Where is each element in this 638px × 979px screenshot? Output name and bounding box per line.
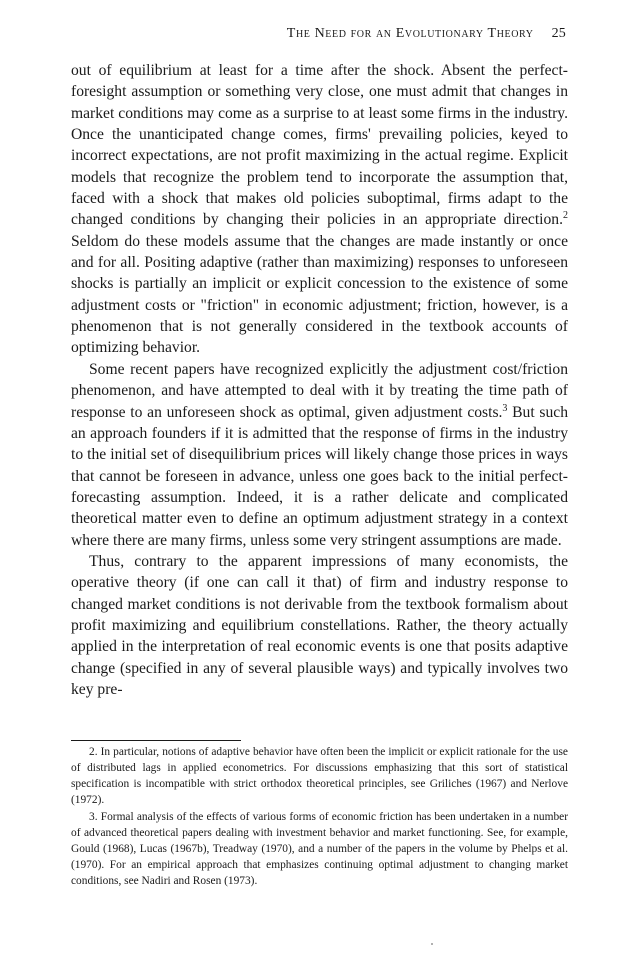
paragraph-2 [71, 359, 568, 551]
running-header [0, 26, 566, 42]
footnote-ref-3[interactable]: 3 [502, 402, 508, 414]
footnote-divider [71, 740, 241, 741]
paragraph-1 [71, 60, 568, 359]
paragraph-2-text-a: Some recent papers have recognized explicitly the adjustment cost/friction phenomenon, and have attempted to deal with it by treating the time path of response to an unforeseen shock as optimal, given adjustment costs. [71, 360, 568, 421]
paragraph-3: Thus, contrary to the apparent impressions of many economists, the operative theory (if one can call it that) of firm and industry response to changed market conditions is not derivable from the textbook formalism about profit maximizing and equilibrium constellations. Rather, the theory actually applied in the interpretation of real economic events is one that posits adaptive change (specified in any of several plausible ways) and typically involves two key pre- [71, 552, 568, 698]
footnote-3: 3. Formal analysis of the effects of various forms of economic friction has been undertaken in a number of advanced theoretical papers dealing with investment behavior and market functioning. See, for example, Gould (1968), Lucas (1967b), Treadway (1970), and a number of the papers in the volume by Phelps et al. (1970). For an empirical approach that emphasizes continuing optimal adjustment to changing market conditions, see Nadiri and Rosen (1973). [71, 810, 568, 888]
paragraph-1-text-a: out of equilibrium at least for a time after the shock. Absent the perfect-foresight assumption or something very close, one must admit that changes in market conditions may come as a surprise to at least some firms in the industry. Once the unanticipated change comes, firms' prevailing policies, keyed to incorrect expectations, are not profit maximizing in the actual regime. Explicit models that recognize the problem tend to incorporate the assumption that, faced with a shock that makes old policies suboptimal, firms adapt to the changed conditions by changing their policies in an appropriate direction. [71, 62, 568, 229]
paragraph-1-text-b: Seldom do these models assume that the changes are made instantly or once and for all. Positing adaptive (rather than maximizing) responses to unforeseen shocks is partially an implicit or explicit concession to the existence of some adjustment costs or "friction" in economic adjustment; friction, however, is a phenomenon that is not generally considered in the textbook accounts of optimizing behavior. [71, 232, 568, 357]
footnotes [71, 744, 568, 889]
page-number: 25 [551, 26, 566, 41]
main-text [71, 60, 568, 700]
paragraph-2-text-b: But such an approach founders if it is admitted that the response of firms in the industry to the initial set of disequilibrium prices will likely change those prices in ways that cannot be foreseen in advance, unless one goes back to the initial perfect-forecasting assumption. Indeed, it is a rather delicate and complicated theoretical matter even to define an optimum adjustment strategy in a context where there are many firms, unless some very stringent assumptions are made. [71, 403, 568, 549]
running-title: The Need for an Evolutionary Theory [286, 26, 534, 41]
footnote-ref-2[interactable]: 2 [563, 210, 568, 222]
footnote-2: 2. In particular, notions of adaptive behavior have often been the implicit or explicit rationale for the use of distributed lags in applied econometrics. For discussions emphasizing that this sort of statistical specification is incompatible with strict orthodox theoretical principles, see Griliches (1967) and Nerlove (1972). [71, 746, 568, 807]
page-speck [431, 943, 433, 945]
